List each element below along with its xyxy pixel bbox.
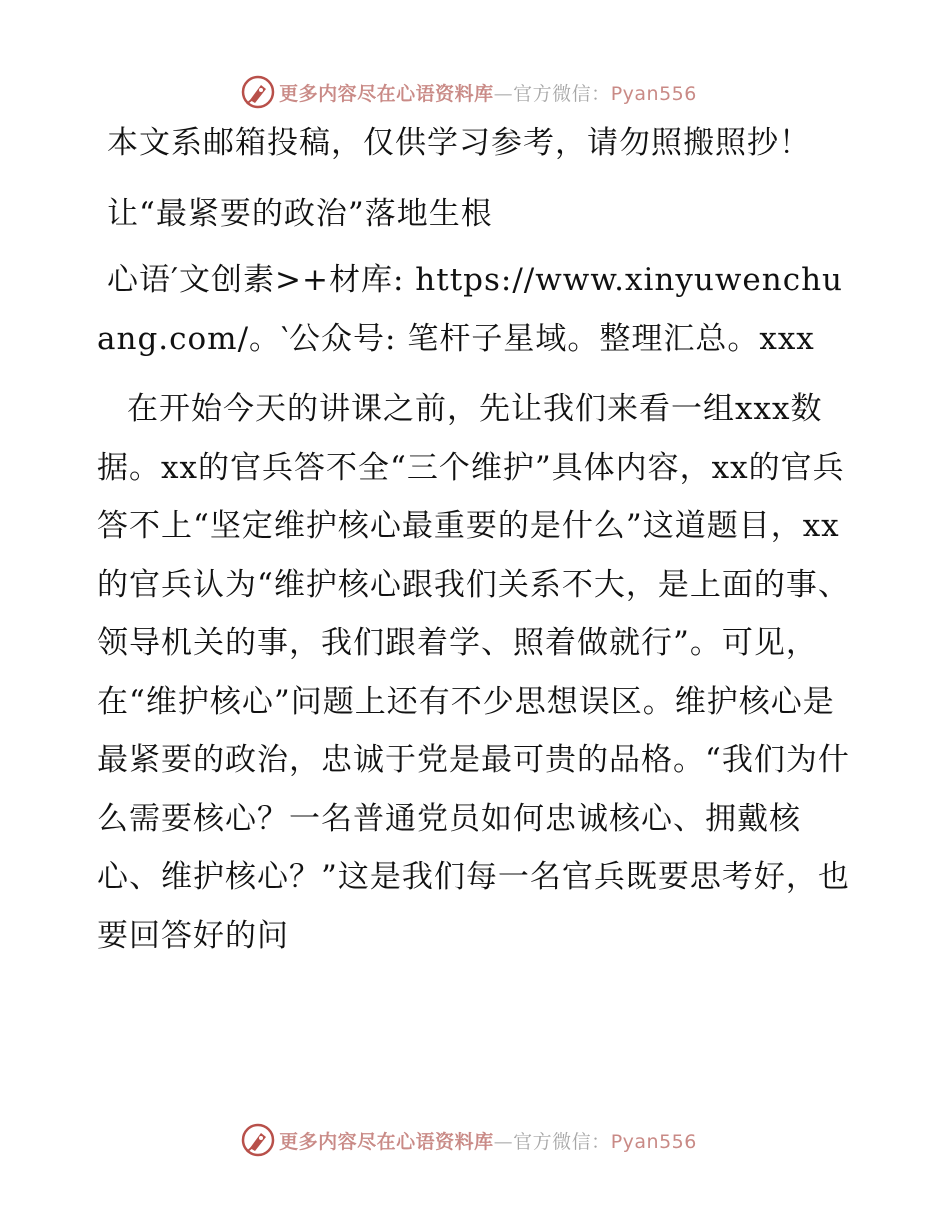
footer-banner [0, 1118, 950, 1162]
footer-wechat-id: Pyan556 [610, 1130, 697, 1153]
body-paragraph: 在开始今天的讲课之前，先让我们来看一组xxx数据。xx的官兵答不全“三个维护”具体内容，xx的官兵答不上“坚定维护核心最重要的是什么”这道题目，xx的官兵认为“维护核心跟我们关系不大，是上面的事、领导机关的事，我们跟着学、照着做就行”。可见，在“维护核心”问题上还有不少思想误区。维护核心是最紧要的政治，忠诚于党是最可贵的品格。“我们为什么需要核心？一名普通党员如何忠诚核心、拥戴核心、维护核心？”这是我们每一名官兵既要思考好，也要回答好的问 [97, 391, 850, 954]
header-banner-content [241, 75, 697, 109]
footer-resource-name: 更多内容尽在心语资料库 [279, 1130, 494, 1153]
footer-banner-text [279, 1127, 697, 1154]
document-body [97, 114, 857, 965]
footer-separator: — [493, 1130, 514, 1153]
header-wechat-id: Pyan556 [610, 82, 697, 105]
header-resource-name: 更多内容尽在心语资料库 [279, 82, 494, 105]
footer-banner-content [241, 1123, 697, 1157]
pen-nib-circle-icon [241, 1123, 275, 1157]
notice-text: 本文系邮箱投稿，仅供学习参考，请勿照搬照抄！ [107, 125, 811, 161]
header-wechat-label: 官方微信： [513, 82, 611, 105]
source-note: 心语′文创素>+材库: https://www.xinyuwenchuang.com/。‵公众号: 笔杆子星域。整理汇总。xxx [97, 262, 844, 357]
pen-nib-circle-icon [241, 75, 275, 109]
header-banner-text [279, 79, 697, 106]
header-separator: — [493, 82, 514, 105]
document-title: 让“最紧要的政治”落地生根 [107, 195, 493, 232]
header-banner [0, 70, 950, 114]
footer-wechat-label: 官方微信： [513, 1130, 611, 1153]
